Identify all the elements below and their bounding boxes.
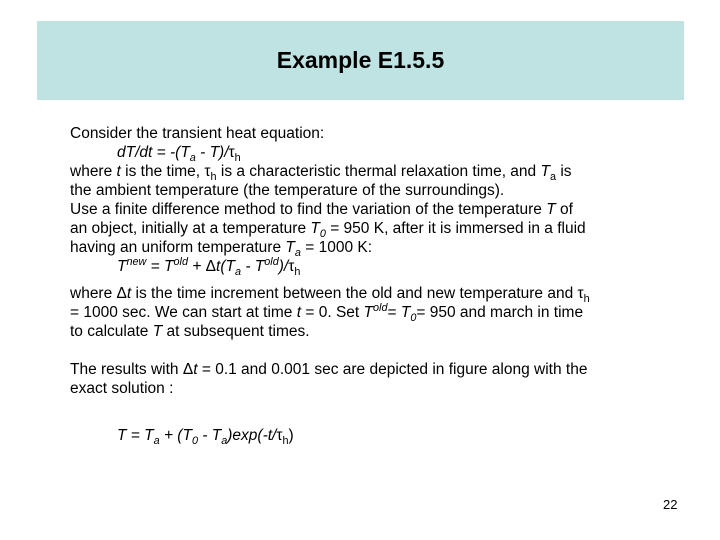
results-line2: exact solution :: [70, 380, 174, 397]
increment-line1: where Δt is the time increment between the old and new temperature and $\tau_h$: [70, 285, 590, 306]
method-line3: having an uniform temperature $T_a = 1000$ K:: [70, 239, 373, 260]
exact-solution-equation: $T = T_a + (T_0 - T_a)\exp(-t/\tau_h)$: [117, 427, 294, 448]
update-equation: $T^{new} = T^{old} + \Delta t(T_a - T^{old})/\tau_h$: [117, 255, 301, 279]
intro-line: Consider the transient heat equation:: [70, 125, 325, 142]
title-banner: [37, 21, 684, 100]
increment-line2: = 1000 sec. We can start at time t = 0. Set $T^{old}= T_0= 950$ and march in time: [70, 301, 584, 325]
where-paragraph-line2: the ambient temperature (the temperature of the surroundings).: [70, 182, 505, 199]
where-paragraph-line1: where t is the time, $\tau_h$ is a characteristic thermal relaxation time, and $T_a$ is: [70, 163, 572, 184]
slide-body: [70, 124, 680, 448]
method-line1: Use a finite difference method to find the variation of the temperature T of: [70, 201, 573, 218]
slide-title: Example E1.5.5: [276, 47, 445, 73]
increment-line3: to calculate T at subsequent times.: [70, 323, 310, 340]
results-line1: The results with Δt = 0.1 and 0.001 sec are depicted in figure along with the: [70, 361, 588, 378]
method-line2: an object, initially at a temperature $T_0 = 950$ K, after it is immersed in a fluid: [70, 220, 586, 241]
page-number: 22: [663, 497, 678, 512]
heat-equation: $dT/dt = -(T_a - T)/\tau_h$: [117, 144, 241, 165]
